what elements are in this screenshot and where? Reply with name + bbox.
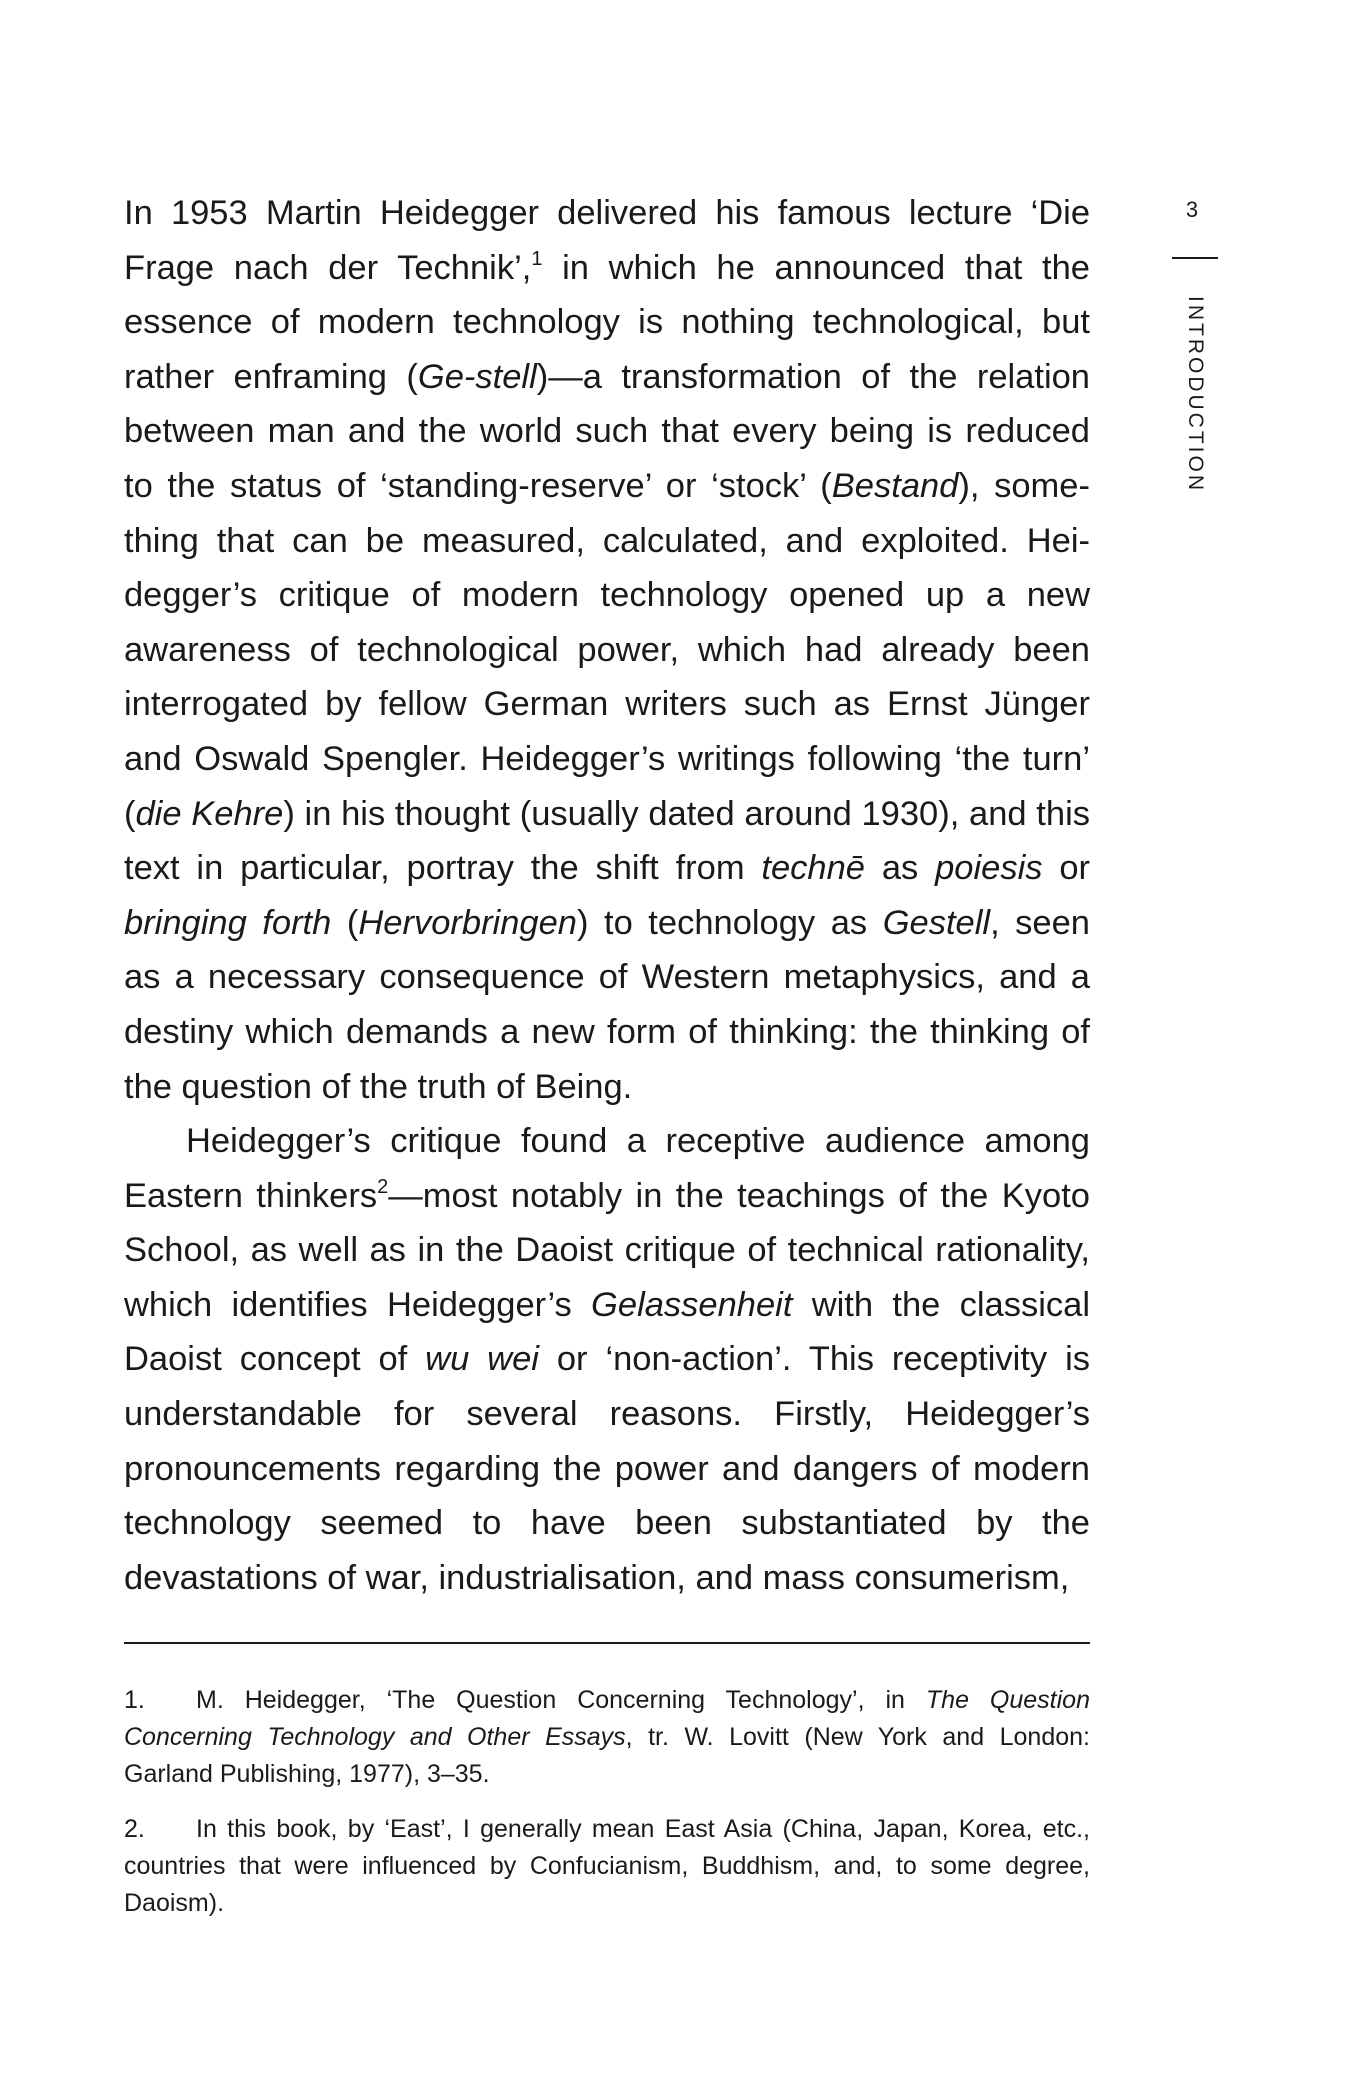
footnote-ref-2[interactable]: 2 — [377, 1175, 389, 1198]
italic-term: Hervorbringen — [358, 903, 577, 942]
italic-term: Gestell — [882, 903, 991, 942]
footnote-2: 2. In this book, by ‘East’, I generally mean East Asia (China, Japan, Korea, etc., countries that were influenced by Confucianism, Buddhism, and, to some degree, Daoism). — [124, 1811, 1090, 1922]
footnote-rule — [124, 1642, 1090, 1644]
italic-term: Ge-stell — [417, 357, 537, 396]
year: 1953 — [170, 194, 248, 232]
footnote-number: 2. — [124, 1815, 145, 1843]
italic-term: poiesis — [935, 849, 1043, 888]
italic-term: Gelassenheit — [591, 1285, 793, 1324]
header-rule — [1172, 257, 1218, 259]
footnote-number: 1. — [124, 1686, 145, 1714]
footnote-ref-1[interactable]: 1 — [531, 247, 543, 270]
running-head: INTRODUCTION — [1184, 296, 1207, 493]
paragraph-2: Heidegger’s critique found a receptive audience among Eastern thinkers$^2$—most notably in the teachings of the Kyoto School, as well as in the Daoist critique of technical rationality, which identifies Heidegger’s Gelassenheit with the classical Daoist concept of wu wei or ‘non-action’. This receptivity is understandable for several reasons. Firstly, Heidegger’s pronouncements regarding the power and dangers of modern technology seemed to have been substantiated by the devastations of war, industrialisation, and mass consumerism, — [124, 1122, 1091, 1597]
paragraph-1: In 1953 Martin Heidegger delivered his famous lecture ‘Die Frage nach der Technik’,$^1$ in which he announced that the essence of modern technology is nothing technological, but rather enframing (Ge-stell)—a transformation of the relation between man and the world such that every being is reduced to the status of ‘standing-reserve’ or ‘stock’ (Bestand), something that can be measured, calculated, and exploited. Heidegger’s critique of modern technology opened up a new awareness of technological power, which had already been interrogated by fellow German writers such as Ernst Jünger and Oswald Spengler. Heidegger’s writings following ‘the turn’ (die Kehre) in his thought (usually dated around 1930), and this text in particular, portray the shift from technē as poiesis or bringing forth (Hervorbringen) to technology as Gestell, seen as a necessary consequence of Western metaphysics, and a destiny which demands a new form of thinking: the thinking of the question of the truth of Being. — [124, 194, 1091, 1106]
footnote-1: 1. M. Heidegger, ‘The Question Concerning Technology’, in The Question Concerning Technology and Other Essays, tr. W. Lovitt (New York and London: Garland Publishing, 1977), 3–35. — [124, 1682, 1090, 1793]
footnotes — [124, 1682, 1090, 1940]
italic-term: wu wei — [425, 1340, 539, 1379]
italic-term: technē — [761, 849, 865, 888]
page-number: 3 — [1185, 197, 1199, 222]
italic-title: The Question Concerning Technology and Other Essays — [124, 1686, 1090, 1751]
italic-term: Bestand — [831, 466, 959, 505]
main-text — [124, 186, 1090, 1605]
italic-term: die Kehre — [135, 794, 284, 833]
italic-term: bringing forth — [124, 903, 332, 942]
year: 1930 — [861, 794, 939, 833]
